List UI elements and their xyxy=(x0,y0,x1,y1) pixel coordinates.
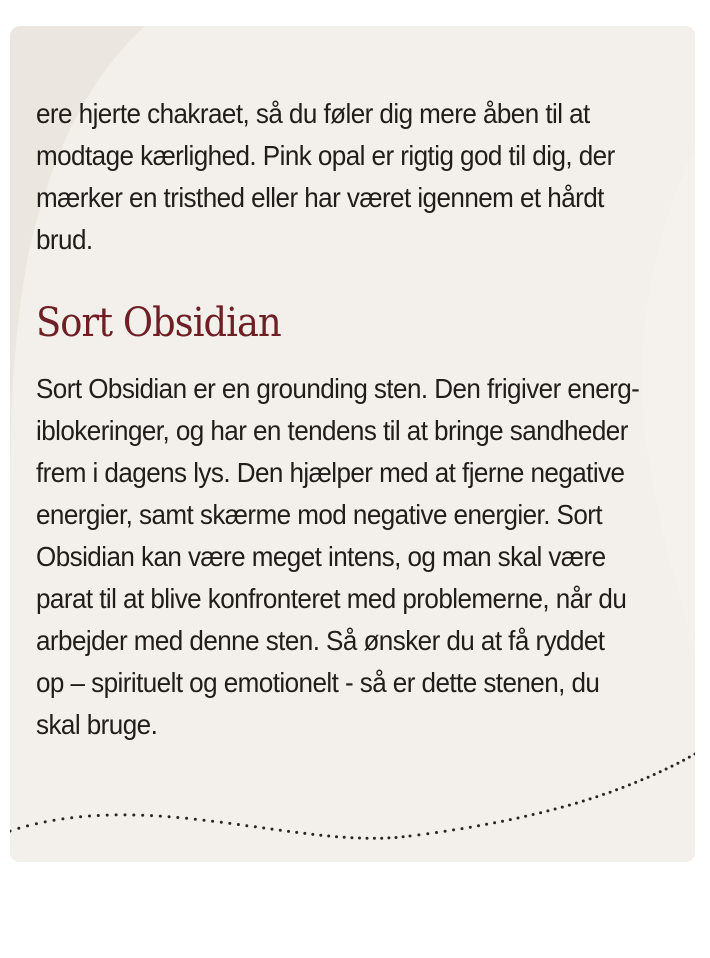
dot xyxy=(387,836,390,839)
dot xyxy=(327,835,330,838)
dot xyxy=(70,816,73,819)
dot xyxy=(452,828,455,831)
dot xyxy=(493,821,496,824)
dot xyxy=(582,800,585,803)
dot xyxy=(185,817,188,820)
paragraph-line: iblokeringer, og har en tendens til at bringe sandheder xyxy=(36,415,628,446)
intro-line: mærker en tristhed eller har været igennem et hårdt xyxy=(36,182,604,213)
dot xyxy=(409,835,412,838)
dot xyxy=(311,833,314,836)
dot xyxy=(115,813,118,816)
paragraph-line: Obsidian kan være meget intens, og man skal være xyxy=(36,541,606,572)
dot xyxy=(469,826,472,829)
dot xyxy=(402,835,405,838)
dot xyxy=(194,818,197,821)
dot xyxy=(622,786,625,789)
dot xyxy=(532,813,535,816)
dot xyxy=(444,830,447,833)
dot xyxy=(426,832,429,835)
dot xyxy=(203,819,206,822)
dot xyxy=(485,823,488,826)
dot xyxy=(634,781,637,784)
dot xyxy=(589,797,592,800)
dot xyxy=(461,827,464,830)
dot xyxy=(615,788,618,791)
dot xyxy=(417,833,420,836)
dot xyxy=(539,811,542,814)
paragraph-line: arbejder med denne sten. Så ønsker du at få ryddet xyxy=(36,625,605,656)
dot xyxy=(211,820,214,823)
dot xyxy=(220,821,223,824)
dot xyxy=(501,820,504,823)
dot xyxy=(653,773,656,776)
dot xyxy=(335,835,338,838)
dot xyxy=(88,815,91,818)
intro-line: modtage kærlighed. Pink opal er rigtig god til dig, der xyxy=(36,140,615,171)
dot xyxy=(665,768,668,771)
dot xyxy=(554,808,557,811)
paragraph-line: frem i dagens lys. Den hjælper med at fjerne negative xyxy=(36,457,625,488)
dot xyxy=(279,829,282,832)
dot xyxy=(159,815,162,818)
dot xyxy=(176,816,179,819)
dot xyxy=(647,776,650,779)
dot xyxy=(168,815,171,818)
dot xyxy=(682,759,685,762)
dot xyxy=(254,825,257,828)
dot xyxy=(61,817,64,820)
dot xyxy=(97,814,100,817)
dot xyxy=(575,802,578,805)
dot xyxy=(609,791,612,794)
dot xyxy=(395,836,398,839)
dot xyxy=(228,822,231,825)
dot xyxy=(35,822,38,825)
dot xyxy=(150,814,153,817)
dot xyxy=(546,809,549,812)
dot xyxy=(509,818,512,821)
paragraph-line: energier, samt skærme mod negative energier. Sort xyxy=(36,499,603,530)
paragraph-line: parat til at blive konfronteret med problemerne, når du xyxy=(36,583,627,614)
dot xyxy=(659,770,662,773)
dot xyxy=(477,824,480,827)
dot xyxy=(124,813,127,816)
dot xyxy=(26,824,29,827)
dot xyxy=(435,831,438,834)
dot xyxy=(319,834,322,837)
dot xyxy=(237,823,240,826)
dot xyxy=(44,820,47,823)
dot xyxy=(373,837,376,840)
dot xyxy=(53,819,56,822)
dot xyxy=(245,824,248,827)
dot xyxy=(106,814,109,817)
dot xyxy=(271,828,274,831)
dot xyxy=(676,762,679,765)
dot xyxy=(595,795,598,798)
content-card xyxy=(10,26,695,862)
dot xyxy=(366,837,369,840)
dot xyxy=(79,815,82,818)
dot xyxy=(350,836,353,839)
dot xyxy=(561,806,564,809)
dot xyxy=(380,837,383,840)
dot xyxy=(688,756,691,759)
intro-paragraph xyxy=(36,93,631,261)
dot xyxy=(524,815,527,818)
dot xyxy=(671,765,674,768)
dot xyxy=(517,817,520,820)
dot xyxy=(132,814,135,817)
dot xyxy=(602,793,605,796)
dot xyxy=(141,814,144,817)
dot xyxy=(358,837,361,840)
section-paragraph xyxy=(36,368,678,746)
dot xyxy=(568,804,571,807)
section-title: Sort Obsidian xyxy=(36,300,281,346)
dot xyxy=(343,836,346,839)
paragraph-line: skal bruge. xyxy=(36,709,158,740)
intro-line: ere hjerte chakraet, så du føler dig mere åben til at xyxy=(36,98,590,129)
dot xyxy=(262,827,265,830)
dot xyxy=(303,832,306,835)
dot xyxy=(17,827,20,830)
dot xyxy=(640,778,643,781)
paragraph-line: op – spirituelt og emotionelt - så er dette stenen, du xyxy=(36,667,600,698)
dot xyxy=(628,783,631,786)
dot xyxy=(295,831,298,834)
intro-line: brud. xyxy=(36,224,93,255)
dot xyxy=(287,830,290,833)
paragraph-line: Sort Obsidian er en grounding sten. Den frigiver energ- xyxy=(36,373,640,404)
